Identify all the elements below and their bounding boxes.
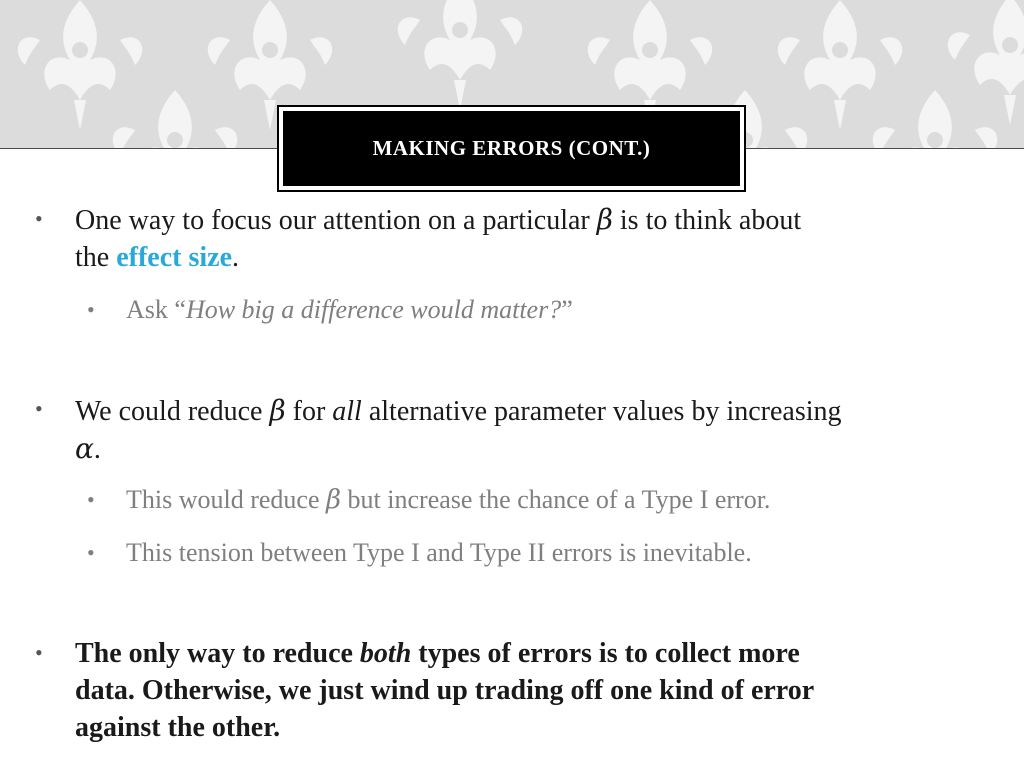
bullet-3-line-2: data. Otherwise, we just wind up trading off one kind of error — [75, 675, 815, 706]
bullet-1a-text-b: ” — [561, 295, 573, 324]
bullet-3-text-b: types of errors is to collect more — [411, 638, 800, 669]
bullet-2-text-c: alternative parameter values by increasing — [361, 396, 842, 427]
bullet-dot: • — [87, 297, 95, 322]
bullet-1-text-c: the — [75, 242, 117, 273]
bullet-3-line-3: against the other. — [75, 712, 281, 743]
title-panel — [283, 111, 740, 186]
bullet-2-text-a: We could reduce — [75, 396, 270, 427]
beta-symbol: β — [326, 485, 342, 515]
bullet-1-text-a: One way to focus our attention on a particular — [75, 205, 597, 236]
bullet-1-text-b: is to think about — [612, 205, 802, 236]
beta-symbol: β — [596, 203, 613, 236]
bullet-dot: • — [35, 640, 43, 665]
bullet-dot: • — [35, 206, 43, 231]
bullet-1 — [75, 201, 1005, 276]
bullet-2-text-b: for — [285, 396, 333, 427]
bullet-2 — [75, 392, 1010, 468]
effect-size-highlight: effect size — [116, 242, 233, 273]
slide-title: MAKING ERRORS (CONT.) — [372, 136, 651, 160]
alpha-symbol: α — [75, 432, 94, 465]
bullet-1a-quote: How big a difference would matter? — [185, 295, 562, 324]
bullet-2-text-d: . — [93, 434, 101, 465]
bullet-dot: • — [87, 540, 95, 565]
bullet-2a-text-b: but increase the chance of a Type I error. — [341, 485, 771, 514]
bullet-1a — [126, 293, 1006, 327]
bullet-2a-text-a: This would reduce — [126, 485, 327, 514]
bullet-dot: • — [35, 396, 43, 421]
bullet-dot: • — [87, 487, 95, 512]
bullet-2a — [126, 483, 1006, 517]
bullet-2b-text: This tension between Type I and Type II errors is inevitable. — [126, 538, 752, 567]
bullet-1-text-d: . — [232, 242, 240, 273]
beta-symbol: β — [269, 394, 286, 427]
bullet-1a-text-a: Ask “ — [126, 295, 186, 324]
bullet-3-text-a: The only way to reduce — [75, 638, 360, 669]
bullet-3-emphasis: both — [359, 638, 412, 669]
bullet-3 — [75, 635, 1010, 746]
bullet-2b — [126, 536, 1006, 570]
bullet-2-emphasis: all — [332, 396, 362, 427]
title-frame — [277, 105, 746, 192]
